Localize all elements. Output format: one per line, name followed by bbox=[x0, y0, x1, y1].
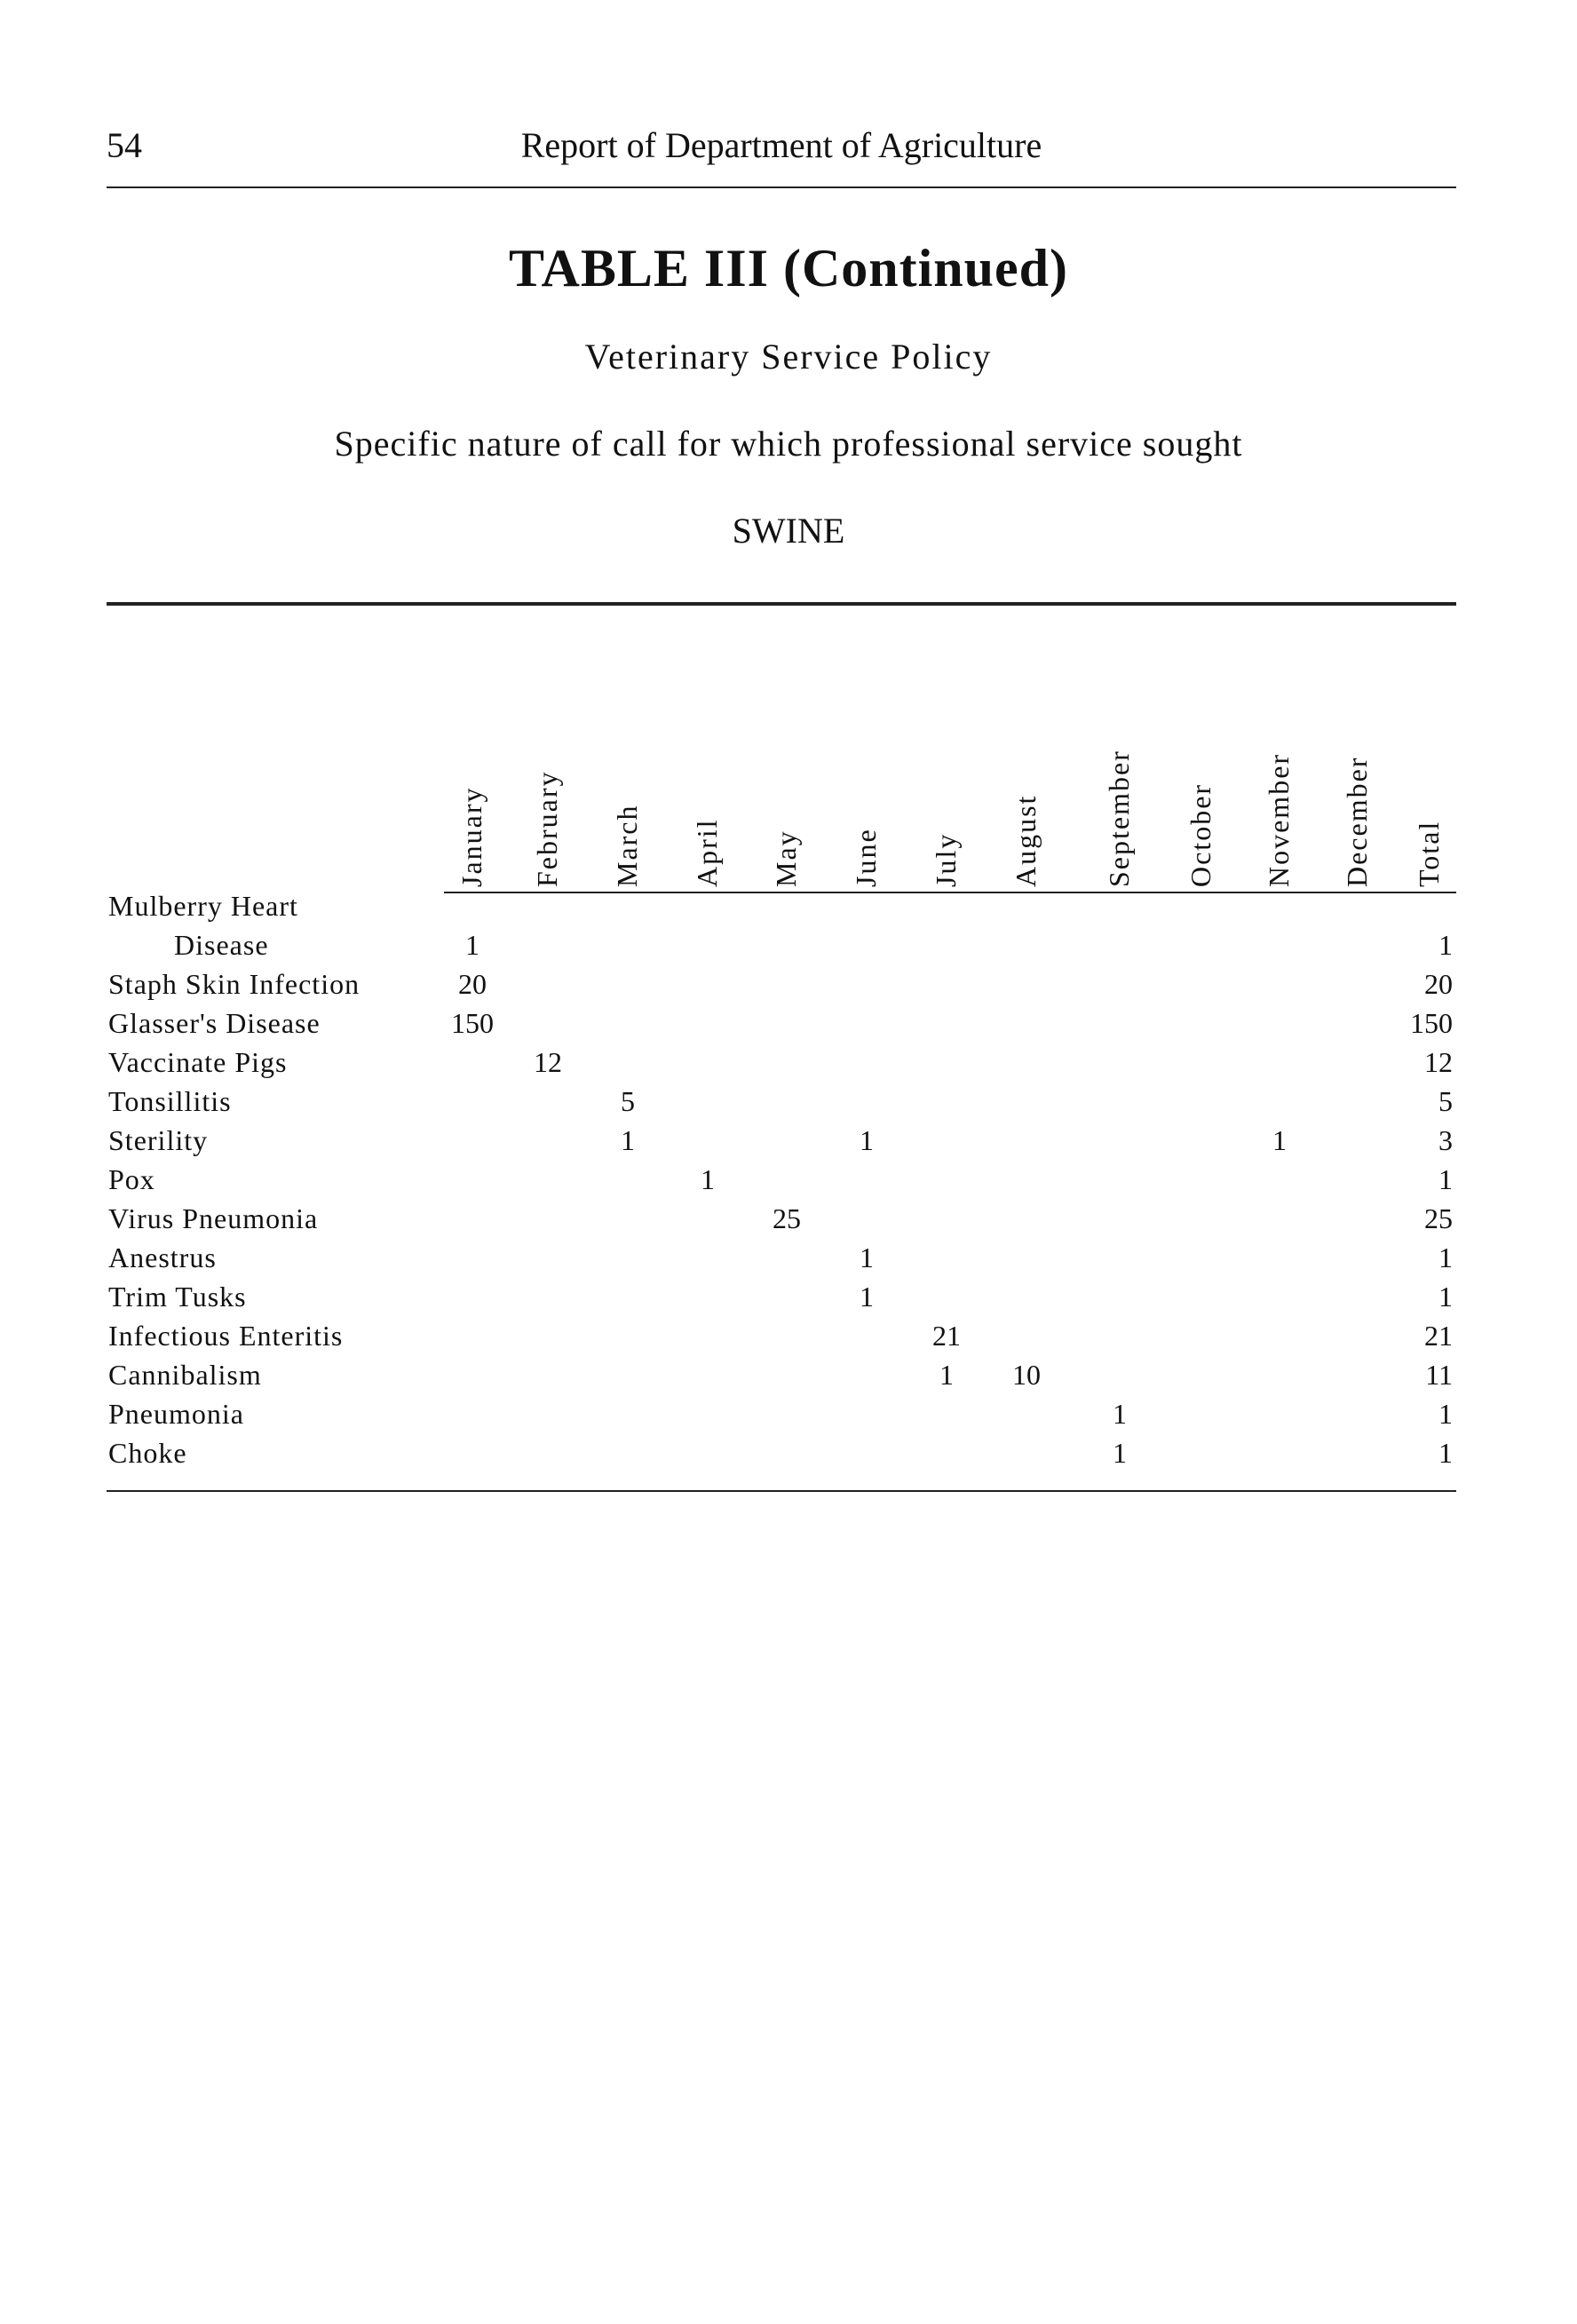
table-cell-september: 1 bbox=[1113, 1437, 1127, 1469]
table-cell-total: 25 bbox=[1424, 1202, 1453, 1234]
running-head bbox=[107, 124, 1456, 178]
row-label: Tonsillitis bbox=[108, 1085, 232, 1117]
column-header-july: July bbox=[930, 832, 962, 887]
table-cell-november: 1 bbox=[1272, 1124, 1287, 1156]
table-cell-april: 1 bbox=[701, 1163, 715, 1195]
row-label: Trim Tusks bbox=[108, 1281, 247, 1313]
table-cell-september: 1 bbox=[1113, 1398, 1127, 1430]
row-label: Pox bbox=[108, 1163, 155, 1195]
row-label: Disease bbox=[174, 929, 269, 961]
table-cell-march: 1 bbox=[621, 1124, 635, 1156]
table-cell-total: 11 bbox=[1425, 1359, 1453, 1391]
table-cell-june: 1 bbox=[860, 1124, 874, 1156]
column-header-september: September bbox=[1103, 750, 1135, 887]
row-label: Virus Pneumonia bbox=[108, 1202, 319, 1234]
row-label: Vaccinate Pigs bbox=[108, 1046, 288, 1078]
column-header-february: February bbox=[531, 770, 563, 887]
row-label: Sterility bbox=[108, 1124, 209, 1156]
table-cell-total: 1 bbox=[1438, 1398, 1453, 1430]
table-cell-august: 10 bbox=[1012, 1359, 1041, 1391]
table-subtitle: Veterinary Service Policy bbox=[584, 337, 993, 377]
running-title: Report of Department of Agriculture bbox=[520, 125, 1042, 165]
column-header-may: May bbox=[770, 829, 802, 887]
section-title: SWINE bbox=[732, 511, 845, 551]
table-cell-total: 1 bbox=[1438, 929, 1453, 961]
row-label: Mulberry Heart bbox=[108, 890, 298, 922]
table-cell-total: 1 bbox=[1438, 1437, 1453, 1469]
row-label: Glasser's Disease bbox=[108, 1007, 321, 1039]
column-header-august: August bbox=[1010, 794, 1042, 887]
table-cell-january: 150 bbox=[451, 1007, 494, 1039]
table-cell-july: 21 bbox=[932, 1320, 961, 1352]
row-label: Staph Skin Infection bbox=[108, 968, 361, 1000]
table-cell-total: 3 bbox=[1438, 1124, 1453, 1156]
table-top-rule bbox=[107, 602, 1456, 606]
table-cell-july: 1 bbox=[939, 1359, 954, 1391]
page-number: 54 bbox=[107, 125, 142, 165]
table-cell-june: 1 bbox=[860, 1241, 874, 1273]
column-header-november: November bbox=[1263, 752, 1295, 887]
row-label: Anestrus bbox=[108, 1241, 217, 1273]
column-header-october: October bbox=[1185, 782, 1216, 887]
table-title: TABLE III (Continued) bbox=[508, 239, 1069, 297]
table-cell-may: 25 bbox=[773, 1202, 801, 1234]
table-caption: Specific nature of call for which professional service sought bbox=[334, 424, 1243, 464]
table-cell-total: 1 bbox=[1438, 1241, 1453, 1273]
table-cell-march: 5 bbox=[621, 1085, 635, 1117]
row-label: Choke bbox=[108, 1437, 187, 1469]
table-cell-total: 1 bbox=[1438, 1281, 1453, 1313]
table-cell-total: 1 bbox=[1438, 1163, 1453, 1195]
table-cell-total: 150 bbox=[1410, 1007, 1453, 1039]
row-label: Infectious Enteritis bbox=[108, 1320, 344, 1352]
table-cell-january: 1 bbox=[465, 929, 479, 961]
column-header-january: January bbox=[456, 786, 487, 887]
table-cell-february: 12 bbox=[534, 1046, 562, 1078]
table-cell-total: 21 bbox=[1424, 1320, 1453, 1352]
row-label: Cannibalism bbox=[108, 1359, 262, 1391]
row-label: Pneumonia bbox=[108, 1398, 244, 1430]
header-underline bbox=[444, 892, 1456, 893]
column-header-june: June bbox=[850, 828, 882, 887]
column-header-total: Total bbox=[1413, 820, 1445, 887]
table-cell-total: 12 bbox=[1424, 1046, 1453, 1078]
column-header-april: April bbox=[691, 818, 723, 887]
table-cell-total: 20 bbox=[1424, 968, 1453, 1000]
column-header-march: March bbox=[611, 804, 643, 887]
table-cell-january: 20 bbox=[458, 968, 487, 1000]
header-rule bbox=[107, 186, 1456, 188]
table-cell-june: 1 bbox=[860, 1281, 874, 1313]
table-cell-total: 5 bbox=[1438, 1085, 1453, 1117]
table-bottom-rule bbox=[107, 1490, 1456, 1492]
column-header-december: December bbox=[1341, 756, 1373, 887]
